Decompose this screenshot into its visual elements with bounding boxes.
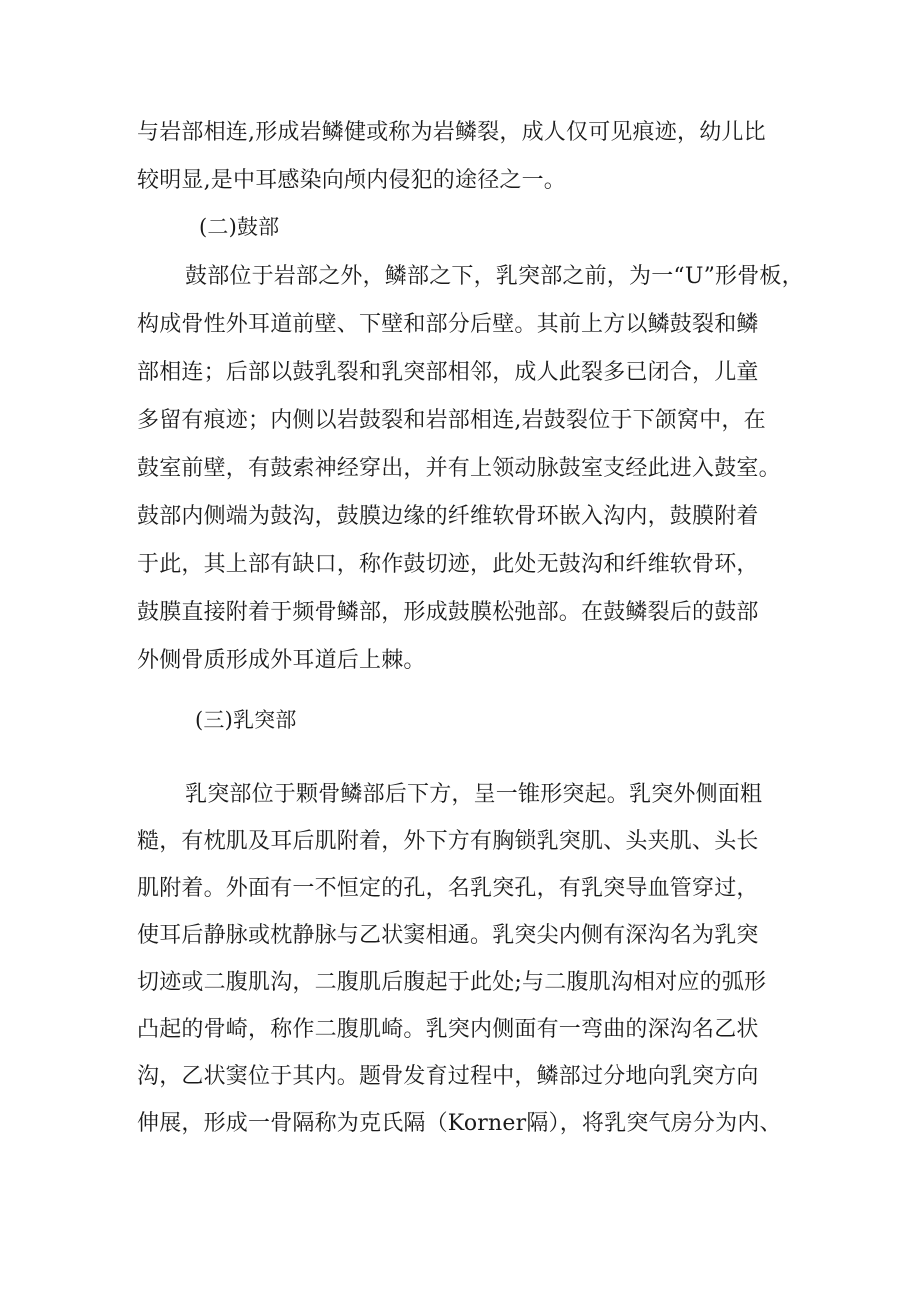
text-line: 与岩部相连,形成岩鳞健或称为岩鳞裂，成人仅可见痕迹，幼儿比 [137, 120, 766, 145]
text-line: 凸起的骨崎，称作二腹肌崎。乳突内侧面有一弯曲的深沟名乙状 [137, 1017, 759, 1042]
text-line: 切迹或二腹肌沟，二腹肌后腹起于此处;与二腹肌沟相对应的弧形 [137, 970, 767, 995]
text-line: 构成骨性外耳道前壁、下壁和部分后壁。其前上方以鳞鼓裂和鳞 [137, 312, 759, 337]
text-line: 使耳后静脉或枕静脉与乙状窦相通。乳突尖内侧有深沟名为乳突 [137, 923, 759, 948]
text-line: 于此，其上部有缺口，称作鼓切迹，此处无鼓沟和纤维软骨环， [137, 552, 759, 577]
text-line: 伸展，形成一骨隔称为克氏隔（Korner隔），将乳突气房分为内、 [137, 1111, 782, 1136]
text-line: 糙，有枕肌及耳后肌附着，外下方有胸锁乳突肌、头夹肌、头长 [137, 829, 759, 854]
text-line: 鼓室前壁，有鼓索神经穿出，并有上领动脉鼓室支经此进入鼓室。 [137, 456, 781, 481]
text-line: 外侧骨质形成外耳道后上棘。 [137, 648, 426, 673]
text-line: 较明显,是中耳感染向颅内侵犯的途径之一。 [137, 168, 566, 193]
text-line: 乳突部位于颗骨鳞部后下方，呈一锥形突起。乳突外侧面粗 [185, 782, 763, 807]
text-line: 鼓部内侧端为鼓沟，鼓膜边缘的纤维软骨环嵌入沟内，鼓膜附着 [137, 504, 759, 529]
text-line: 多留有痕迹；内侧以岩鼓裂和岩部相连,岩鼓裂位于下颌窝中，在 [137, 408, 766, 433]
text-line: 鼓部位于岩部之外，鳞部之下，乳突部之前，为一“U”形骨板， [185, 264, 804, 289]
text-line: 肌附着。外面有一不恒定的孔，名乳突孔，有乳突导血管穿过， [137, 876, 759, 901]
text-line: 鼓膜直接附着于频骨鳞部，形成鼓膜松弛部。在鼓鳞裂后的鼓部 [137, 600, 759, 625]
text-line: 沟，乙状窦位于其内。题骨发育过程中，鳞部过分地向乳突方向 [137, 1064, 759, 1089]
section-heading: (三)乳突部 [195, 708, 297, 732]
section-heading: (二)鼓部 [199, 215, 280, 239]
text-line: 部相连；后部以鼓乳裂和乳突部相邻，成人此裂多已闭合，儿童 [137, 360, 759, 385]
